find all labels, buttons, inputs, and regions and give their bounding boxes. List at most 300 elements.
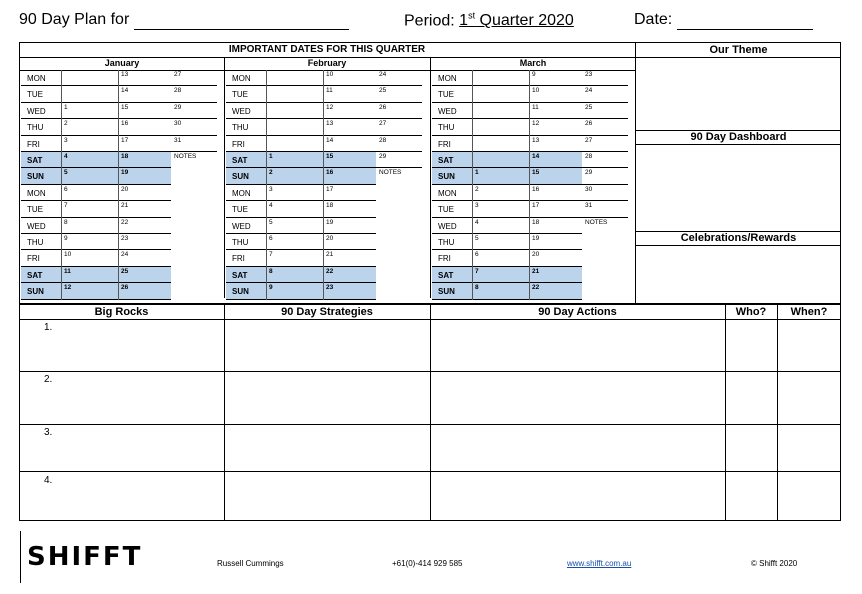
calendar-col-line <box>472 168 473 184</box>
day-name: WED <box>27 221 46 231</box>
date-number: 15 <box>326 153 334 160</box>
calendar-col-line <box>61 201 62 217</box>
day-name: THU <box>27 123 44 133</box>
date-number: 31 <box>585 202 593 210</box>
date-number: 7 <box>64 202 68 210</box>
calendar-row[interactable] <box>432 283 582 299</box>
calendar-row[interactable] <box>226 86 376 102</box>
calendar-row[interactable] <box>226 70 376 86</box>
date-number: 19 <box>326 218 334 226</box>
date-number: 22 <box>326 267 334 275</box>
calendar-row[interactable] <box>21 86 171 102</box>
calendar-col-line <box>118 103 119 119</box>
when-header: When? <box>790 306 828 318</box>
calendar-row[interactable] <box>21 70 171 86</box>
day-name: MON <box>27 74 46 83</box>
date-number <box>171 250 221 266</box>
date-number: 18 <box>121 153 129 160</box>
date-number: 21 <box>326 251 334 259</box>
date-number: 29 <box>379 153 387 160</box>
date-number <box>472 152 522 168</box>
day-name: THU <box>232 238 249 247</box>
calendar-col-line <box>472 136 473 152</box>
calendar-col-line <box>472 152 473 168</box>
calendar-row[interactable] <box>432 168 582 184</box>
date-number <box>171 201 221 217</box>
calendar-row-line <box>21 299 171 300</box>
day-name: SAT <box>232 270 248 280</box>
calendar-row[interactable] <box>432 152 582 168</box>
date-number <box>472 103 522 119</box>
date-number <box>171 234 221 250</box>
calendar-col-line <box>323 250 324 266</box>
day-name: TUE <box>27 90 43 100</box>
calendar-col-line <box>529 283 530 299</box>
day-name: MON <box>232 74 251 83</box>
calendar-row[interactable] <box>432 185 582 201</box>
calendar-row[interactable] <box>432 86 582 102</box>
calendar-col-line <box>529 234 530 250</box>
date-number: 13 <box>326 120 334 128</box>
calendar-row[interactable] <box>226 250 376 266</box>
day-name: WED <box>232 106 251 116</box>
date-text: Date: <box>634 11 673 28</box>
calendar-col-line <box>266 86 267 102</box>
date-number <box>171 218 221 234</box>
date-number: 11 <box>532 103 539 111</box>
date-number: 31 <box>174 136 182 144</box>
calendar-col-line <box>118 136 119 152</box>
footer-website-link[interactable]: www.shifft.com.au <box>567 559 632 568</box>
calendar-row[interactable] <box>21 168 171 184</box>
calendar-col-line <box>323 267 324 283</box>
date-number: 15 <box>121 103 129 111</box>
plan-for-text: 90 Day Plan for <box>19 11 130 28</box>
calendar-row[interactable] <box>432 119 582 135</box>
date-number <box>171 185 221 201</box>
calendar-row[interactable] <box>226 218 376 234</box>
calendar-row-line <box>432 299 582 300</box>
calendar-row[interactable] <box>21 267 171 283</box>
calendar-col-line <box>266 119 267 135</box>
calendar-col-line <box>118 185 119 201</box>
date-number: 25 <box>379 87 387 95</box>
day-name: TUE <box>232 90 248 100</box>
date-number: 29 <box>585 169 593 177</box>
date-number: 27 <box>174 71 182 78</box>
month-name: February <box>307 58 347 68</box>
date-number <box>376 201 426 217</box>
day-name: FRI <box>27 254 40 264</box>
plan-row-line-2 <box>19 424 841 425</box>
date-number: 17 <box>532 202 540 210</box>
date-number <box>171 267 221 283</box>
calendar-row[interactable] <box>432 201 582 217</box>
date-number <box>61 70 111 86</box>
calendar-col-line <box>529 70 530 86</box>
day-name: TUE <box>27 205 43 215</box>
date-number: 18 <box>326 202 334 210</box>
rock-number-3: 3. <box>44 427 53 438</box>
calendar-col-line <box>529 119 530 135</box>
date-number: 27 <box>585 136 593 144</box>
rock-number-1: 1. <box>44 322 53 333</box>
plan-row-line-3 <box>19 471 841 472</box>
plan-col-line-2 <box>430 304 431 521</box>
date-number: 14 <box>532 153 540 160</box>
date-number: 10 <box>326 71 334 78</box>
calendar-row[interactable] <box>432 267 582 283</box>
calendar-col-line <box>472 70 473 86</box>
rock-number-4: 4. <box>44 475 53 486</box>
calendar-col-line <box>266 185 267 201</box>
date-number <box>376 250 426 266</box>
calendar-col-line <box>529 185 530 201</box>
calendar-col-line <box>323 103 324 119</box>
period-value: 1st Quarter 2020 <box>459 11 574 30</box>
date-number <box>376 283 426 299</box>
calendar-col-line <box>61 103 62 119</box>
date-number <box>376 185 426 201</box>
celebrations-area[interactable] <box>636 246 841 303</box>
calendar-row[interactable] <box>21 201 171 217</box>
day-name: SAT <box>438 156 454 165</box>
day-name: MON <box>232 188 251 198</box>
date-number: 6 <box>269 235 273 242</box>
calendar-col-line <box>472 250 473 266</box>
month-name: January <box>104 58 140 68</box>
date-number <box>376 234 426 250</box>
month-january <box>19 57 225 298</box>
calendar-col-line <box>529 218 530 234</box>
calendar-col-line <box>323 136 324 152</box>
date-number: 28 <box>174 87 182 95</box>
calendar-col-line <box>118 267 119 283</box>
day-name: THU <box>232 123 249 133</box>
calendar-col-line <box>118 86 119 102</box>
calendar-row[interactable] <box>226 136 376 152</box>
calendar-col-line <box>472 185 473 201</box>
date-number: 19 <box>121 169 129 177</box>
date-number: 5 <box>269 218 273 226</box>
calendar-col-line <box>118 152 119 168</box>
date-number: 9 <box>64 235 68 242</box>
day-name: SAT <box>438 270 454 280</box>
calendar-col-line <box>529 86 530 102</box>
calendar-col-line <box>61 283 62 299</box>
calendar-col-line <box>61 70 62 86</box>
calendar-col-line <box>118 218 119 234</box>
calendar-col-line <box>472 218 473 234</box>
day-name: SUN <box>27 287 44 297</box>
day-name: WED <box>232 221 251 231</box>
calendar-row[interactable] <box>226 119 376 135</box>
date-number: 23 <box>585 71 593 78</box>
day-name: SUN <box>438 287 455 297</box>
date-number <box>171 283 221 299</box>
shifft-logo: SHIFFT <box>27 542 143 572</box>
date-number: 22 <box>532 284 540 292</box>
plan-col-line-3 <box>725 304 726 521</box>
calendar-col-line <box>266 250 267 266</box>
dashboard-area[interactable] <box>636 145 841 230</box>
day-name: FRI <box>232 254 245 264</box>
calendar-col-line <box>472 86 473 102</box>
month-name: March <box>519 58 547 68</box>
date-number: 27 <box>379 120 387 128</box>
footer-phone: +61(0)-414 929 585 <box>392 559 463 568</box>
date-number: 24 <box>585 87 593 95</box>
date-number <box>266 119 316 135</box>
calendar-row[interactable] <box>21 136 171 152</box>
calendar-row[interactable] <box>226 103 376 119</box>
date-number: 18 <box>532 218 540 226</box>
calendar-col-line <box>529 267 530 283</box>
day-name: MON <box>438 188 457 198</box>
date-number: 5 <box>475 235 479 242</box>
calendar-col-line <box>61 86 62 102</box>
calendar-row[interactable] <box>226 234 376 250</box>
calendar-col-line <box>472 234 473 250</box>
calendar-col-line <box>118 201 119 217</box>
calendar-row-line <box>226 299 376 300</box>
date-number <box>376 267 426 283</box>
calendar-col-line <box>61 185 62 201</box>
date-number: 4 <box>475 218 479 226</box>
plan-for-field[interactable] <box>134 11 349 30</box>
calendar-row[interactable] <box>432 103 582 119</box>
calendar-col-line <box>118 234 119 250</box>
big-rocks-header: Big Rocks <box>94 306 149 318</box>
our-theme-area[interactable] <box>636 57 841 130</box>
date-number <box>61 86 111 102</box>
day-name: TUE <box>232 205 248 215</box>
date-number: 20 <box>121 185 129 193</box>
date-number: 4 <box>269 202 273 210</box>
rock-number-2: 2. <box>44 374 53 385</box>
date-number: 16 <box>326 169 334 177</box>
important-dates-title: IMPORTANT DATES FOR THIS QUARTER <box>228 44 426 55</box>
celebrations-title: Celebrations/Rewards <box>680 232 797 244</box>
notes-label: NOTES <box>174 153 197 160</box>
period-label <box>404 11 574 30</box>
month-march <box>430 57 636 298</box>
who-header: Who? <box>735 306 767 318</box>
calendar-col-line <box>61 168 62 184</box>
calendar-col-line <box>472 267 473 283</box>
calendar-col-line <box>529 250 530 266</box>
calendar-col-line <box>61 234 62 250</box>
calendar-col-line <box>529 136 530 152</box>
day-name: MON <box>27 188 46 198</box>
calendar-row[interactable] <box>226 267 376 283</box>
calendar-col-line <box>266 267 267 283</box>
calendar-col-line <box>266 234 267 250</box>
day-name: THU <box>438 238 455 247</box>
dashboard-title: 90 Day Dashboard <box>690 131 787 143</box>
date-number: 17 <box>121 136 129 144</box>
footer-accent-line <box>20 531 21 583</box>
calendar-col-line <box>266 152 267 168</box>
calendar-row[interactable] <box>21 218 171 234</box>
calendar-col-line <box>323 152 324 168</box>
calendar-row[interactable] <box>21 185 171 201</box>
calendar-row[interactable] <box>432 136 582 152</box>
calendar-col-line <box>529 103 530 119</box>
date-number: 21 <box>532 267 540 275</box>
calendar-col-line <box>61 218 62 234</box>
date-number: 23 <box>121 235 129 242</box>
calendar-col-line <box>323 70 324 86</box>
calendar-row[interactable] <box>21 234 171 250</box>
calendar-col-line <box>118 70 119 86</box>
footer-website-wrap <box>567 559 631 568</box>
calendar-row[interactable] <box>226 152 376 168</box>
day-name: TUE <box>438 205 454 215</box>
plan-row-line-1 <box>19 371 841 372</box>
date-number: 12 <box>532 120 540 128</box>
calendar-row[interactable] <box>226 168 376 184</box>
calendar-row[interactable] <box>226 201 376 217</box>
day-name: TUE <box>438 90 454 100</box>
date-number <box>472 70 522 86</box>
our-theme-title: Our Theme <box>709 44 768 56</box>
date-number: 2 <box>475 185 479 193</box>
date-number: 9 <box>532 71 536 78</box>
calendar-row[interactable] <box>21 250 171 266</box>
calendar-col-line <box>61 119 62 135</box>
date-number: 12 <box>326 103 334 111</box>
date-number: 7 <box>269 251 273 259</box>
calendar-col-line <box>323 218 324 234</box>
date-number: 25 <box>121 267 129 275</box>
calendar-row[interactable] <box>21 103 171 119</box>
day-name: FRI <box>27 139 40 149</box>
date-number <box>582 283 632 299</box>
date-number <box>266 103 316 119</box>
calendar-col-line <box>61 152 62 168</box>
day-name: FRI <box>438 254 451 264</box>
date-number: 15 <box>532 169 540 177</box>
date-number <box>582 234 632 250</box>
calendar-col-line <box>529 152 530 168</box>
date-number: 2 <box>269 169 273 177</box>
date-number: 2 <box>64 120 68 128</box>
date-number <box>266 136 316 152</box>
calendar-col-line <box>266 218 267 234</box>
calendar-col-line <box>266 103 267 119</box>
calendar-col-line <box>529 168 530 184</box>
date-number: 8 <box>64 218 68 226</box>
date-number <box>472 86 522 102</box>
notes-label: NOTES <box>379 169 402 177</box>
calendar-row[interactable] <box>226 283 376 299</box>
date-number: 7 <box>475 267 479 275</box>
calendar-col-line <box>266 201 267 217</box>
day-name: FRI <box>232 139 245 149</box>
day-name: SUN <box>232 287 249 297</box>
date-number: 6 <box>64 185 68 193</box>
day-name: THU <box>438 123 455 133</box>
calendar-row[interactable] <box>226 185 376 201</box>
date-number <box>171 168 221 184</box>
date-number: 14 <box>326 136 334 144</box>
date-number: 13 <box>121 71 129 78</box>
calendar-col-line <box>472 201 473 217</box>
date-field[interactable] <box>677 11 813 30</box>
date-number <box>472 136 522 152</box>
date-number <box>266 86 316 102</box>
calendar-col-line <box>323 119 324 135</box>
plan-for-label <box>19 11 349 30</box>
date-number: 8 <box>269 267 273 275</box>
period-text: Period: <box>404 12 455 30</box>
date-number <box>582 267 632 283</box>
calendar-row[interactable] <box>21 119 171 135</box>
date-number: 24 <box>379 71 387 78</box>
date-number: 17 <box>326 185 334 193</box>
strategies-header: 90 Day Strategies <box>281 306 373 318</box>
calendar-col-line <box>529 201 530 217</box>
date-number: 25 <box>585 103 593 111</box>
calendar-col-line <box>472 103 473 119</box>
date-number: 20 <box>326 235 334 242</box>
date-number: 30 <box>174 120 182 128</box>
day-name: SUN <box>232 172 249 182</box>
day-name: WED <box>27 106 46 116</box>
calendar-col-line <box>61 267 62 283</box>
date-number: 10 <box>532 87 540 95</box>
calendar-col-line <box>61 136 62 152</box>
date-number: 13 <box>532 136 540 144</box>
date-number: 22 <box>121 218 129 226</box>
calendar-row[interactable] <box>432 234 582 250</box>
date-number: 10 <box>64 251 72 259</box>
calendar-col-line <box>118 168 119 184</box>
date-number: 20 <box>532 251 540 259</box>
calendar-row[interactable] <box>21 283 171 299</box>
day-name: WED <box>438 221 457 231</box>
calendar-col-line <box>323 185 324 201</box>
date-number <box>266 70 316 86</box>
date-number: 11 <box>326 87 333 95</box>
day-name: FRI <box>438 139 451 149</box>
day-name: SAT <box>232 156 248 165</box>
calendar-col-line <box>323 201 324 217</box>
calendar-col-line <box>472 119 473 135</box>
date-number: 26 <box>121 284 129 292</box>
date-number: 23 <box>326 284 334 292</box>
calendar-row[interactable] <box>432 250 582 266</box>
plan-col-line-4 <box>777 304 778 521</box>
plan-col-line-1 <box>224 304 225 521</box>
calendar-col-line <box>266 70 267 86</box>
date-number: 29 <box>174 103 182 111</box>
calendar-row[interactable] <box>21 152 171 168</box>
day-name: SAT <box>27 270 43 280</box>
date-number: 24 <box>121 251 129 259</box>
calendar-col-line <box>323 168 324 184</box>
day-name: THU <box>27 238 44 247</box>
calendar-col-line <box>266 136 267 152</box>
day-name: SUN <box>438 172 455 182</box>
date-number: 4 <box>64 153 68 160</box>
day-name: MON <box>438 74 457 83</box>
calendar-row[interactable] <box>432 218 582 234</box>
actions-header: 90 Day Actions <box>538 306 617 318</box>
calendar-row[interactable] <box>432 70 582 86</box>
date-number: 16 <box>532 185 540 193</box>
